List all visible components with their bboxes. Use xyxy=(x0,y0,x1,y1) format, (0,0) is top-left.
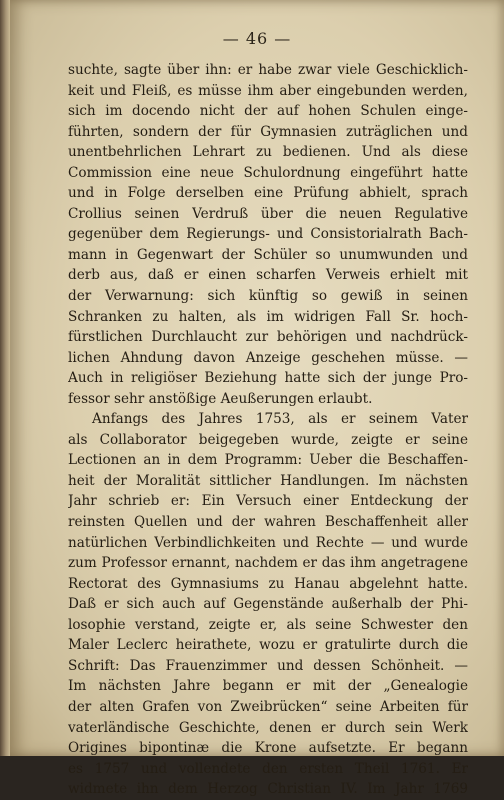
text-line: Rectorat des Gymnasiums zu Hanau abgelehnt hatte. xyxy=(68,575,468,592)
text-line: Auch in religiöser Beziehung hatte sich der junge Pro- xyxy=(68,370,468,387)
text-line: mann in Gegenwart der Schüler so unumwunden und xyxy=(68,246,468,263)
text-line: der alten Grafen von Zweibrücken“ seine Arbeiten für xyxy=(68,698,468,715)
text-line: es 1757 und vollendete den ersten Theil 1761. Er xyxy=(68,760,468,777)
text-line: suchte, sagte über ihn: er habe zwar viele Geschicklich- xyxy=(68,62,468,78)
text-line: Daß er sich auch auf Gegenstände außerhalb der Phi- xyxy=(68,596,468,613)
body-text xyxy=(68,60,468,800)
book-spine-shadow xyxy=(0,0,10,756)
text-line: Lectionen an in dem Programm: Ueber die Beschaffen- xyxy=(68,452,468,469)
text-line: Commission eine neue Schulordnung eingeführt hatte xyxy=(68,164,468,181)
text-line: widmete ihn dem Herzog Christian IV. Im Jahr 1769 xyxy=(68,781,468,798)
text-line: führten, sondern der für Gymnasien zuträglichen und xyxy=(68,123,468,140)
text-line: natürlichen Verbindlichkeiten und Rechte — und wurde xyxy=(68,534,468,551)
text-line: unentbehrlichen Lehrart zu bedienen. Und als diese xyxy=(68,144,468,161)
text-line: Maler Leclerc heirathete, wozu er gratulirte durch die xyxy=(68,637,468,654)
text-line: losophie verstand, zeigte er, als seine Schwester den xyxy=(68,616,468,633)
text-line: derb aus, daß er einen scharfen Verweis erhielt mit xyxy=(68,267,468,284)
text-line: Jahr schrieb er: Ein Versuch einer Entdeckung der xyxy=(68,493,468,510)
text-line: zum Professor ernannt, nachdem er das ihm angetragene xyxy=(68,555,468,572)
text-line: Schranken zu halten, als im widrigen Fall Sr. hoch- xyxy=(68,308,468,325)
text-line: reinsten Quellen und der wahren Beschaffenheit aller xyxy=(68,514,468,531)
text-line: als Collaborator beigegeben wurde, zeigte er seine xyxy=(68,431,468,448)
text-line: fürstlichen Durchlaucht zur behörigen und nachdrück- xyxy=(68,329,468,346)
page-number: — 46 — xyxy=(222,29,292,48)
text-line: Crollius seinen Verdruß über die neuen Regulative xyxy=(68,205,468,222)
text-line: keit und Fleiß, es müsse ihm aber eingebunden werden, xyxy=(68,82,468,99)
text-line: und in Folge derselben eine Prüfung abhielt, sprach xyxy=(68,185,468,202)
text-line: heit der Moralität sittlicher Handlungen. Im nächsten xyxy=(68,472,468,489)
book-page xyxy=(10,0,504,798)
text-line: lichen Ahndung davon Anzeige geschehen müsse. — xyxy=(68,349,468,366)
paragraph-start-line: Anfangs des Jahres 1753, als er seinem Vater xyxy=(92,411,468,428)
text-line: gegenüber dem Regierungs- und Consistorialrath Bach- xyxy=(68,226,468,243)
text-line: der Verwarnung: sich künftig so gewiß in seinen xyxy=(68,288,468,305)
paragraph-end-line: fessor sehr anstößige Aeußerungen erlaubt. xyxy=(68,390,373,407)
text-line: Origines bipontinæ die Krone aufsetzte. Er begann xyxy=(68,740,468,757)
text-line: Im nächsten Jahre begann er mit der „Genealogie xyxy=(68,678,468,695)
text-line: sich im docendo nicht der auf hohen Schulen einge- xyxy=(68,103,468,120)
text-line: Schrift: Das Frauenzimmer und dessen Schönheit. — xyxy=(68,657,468,674)
text-line: vaterländische Geschichte, denen er durch sein Werk xyxy=(68,719,468,736)
